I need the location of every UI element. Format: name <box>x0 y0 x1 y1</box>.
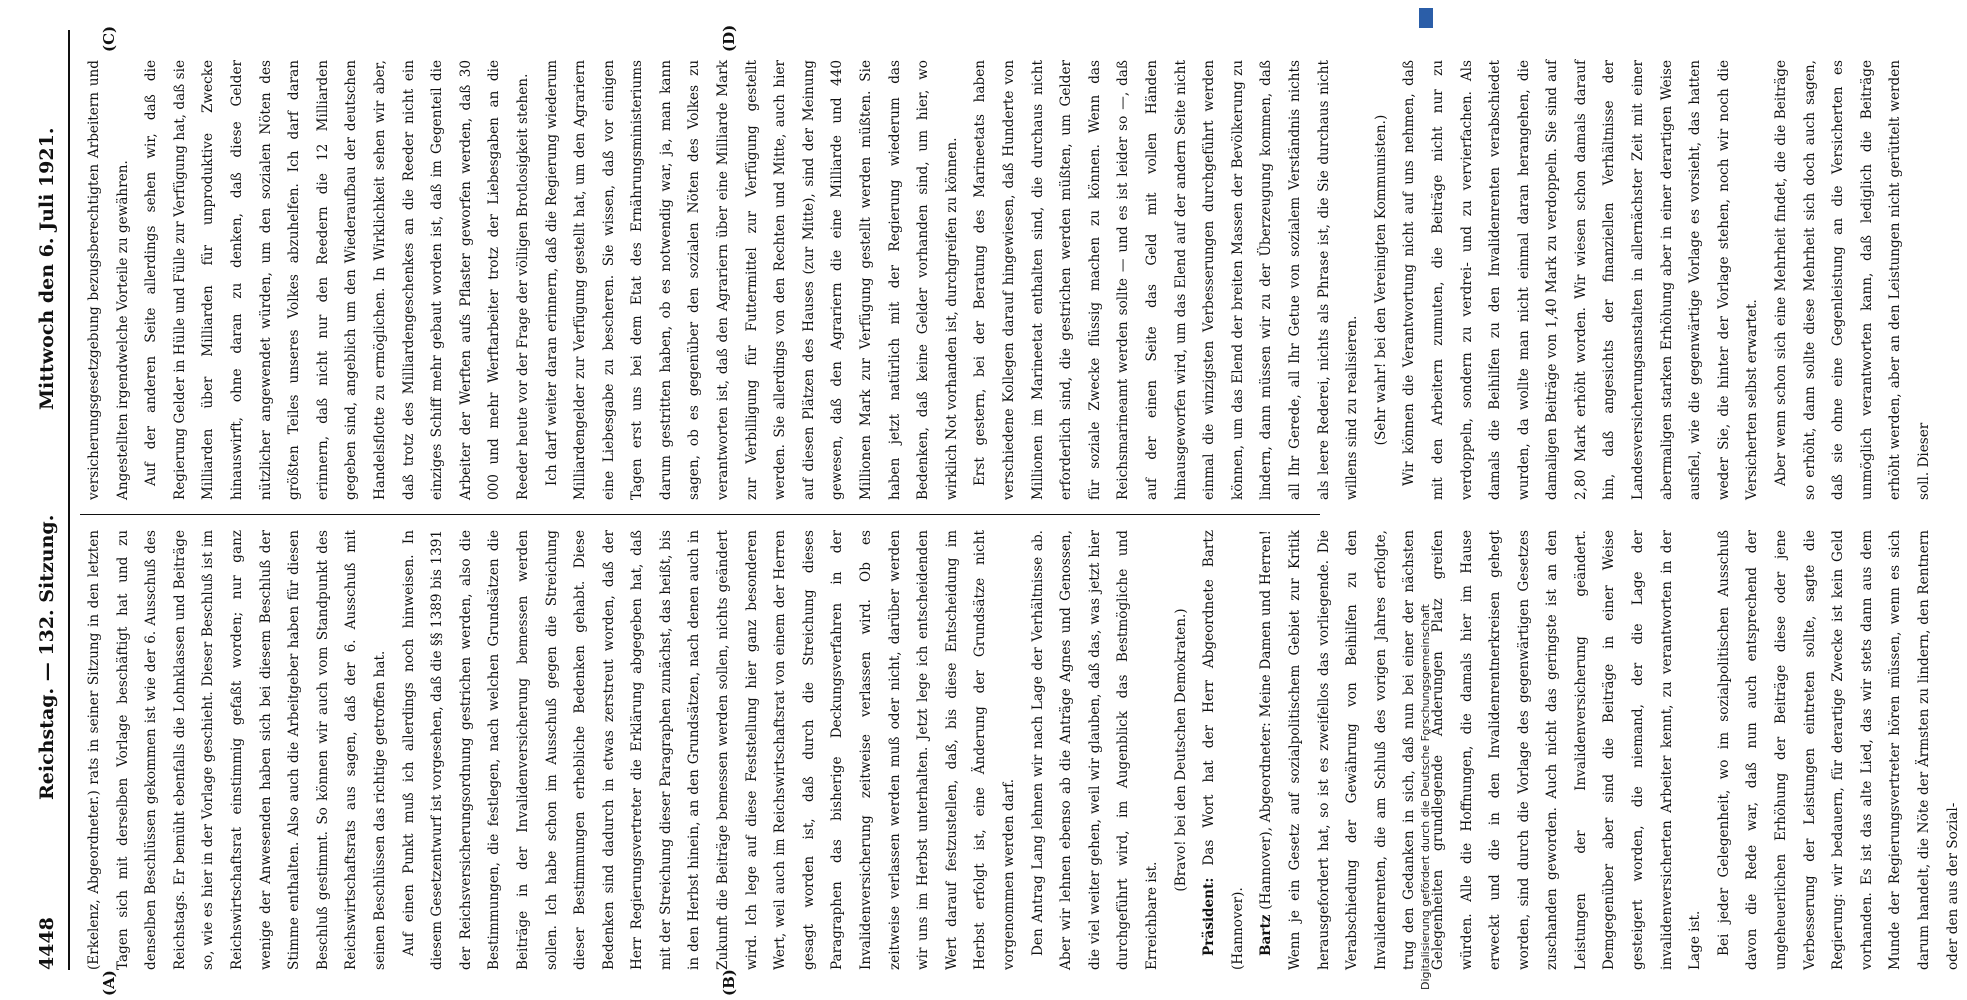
digitization-credit: Digitalisierung gefördert durch die Deutsche Forschungsgemeinschaft <box>1419 604 1432 990</box>
session-title: Reichstag. — 132. Sitzung. <box>36 514 58 800</box>
header-rule <box>68 30 70 970</box>
paragraph: (Hannover), Abgeordneter: Meine Damen und Herren! Wenn je ein Gesetz auf sozialpolitischem Gebiet zur Kritik herausgefordert hat, so ist es zweifellos das vorliegende. Die Verabschiedung der Gewährung von Beihilfen zu den Invalidenrenten, die am Schluß des vorigen Jahres erfolgte, trug den Gedanken in sich, daß nun bei einer der nächsten Gelegenheiten grundlegende Änderungen Platz greifen würden. Alle die Hoffnungen, die damals hier im Hause erweckt und die in den Invalidenrentnerkreisen gehegt worden, sind durch die Vorlage des gegenwärtigen Gesetzes zuschanden geworden. Auch nicht das geringste ist an den Leistungen der Invalidenversicherung geändert. Demgegenüber aber sind die Beiträge in einer Weise gesteigert worden, die niemand, der die Lage der invalidenversicherten Arbeiter kennt, zu verantworten in der Lage ist. <box>1258 529 1704 970</box>
session-date: Mittwoch den 6. Juli 1921. <box>36 127 58 410</box>
interjection: (Sehr wahr! bei den Vereinigten Kommunisten.) <box>1372 114 1389 446</box>
margin-marker-a: (A) <box>100 970 118 996</box>
interjection: (Bravo! bei den Deutschen Demokraten.) <box>1172 608 1189 892</box>
paragraph: Ich darf weiter daran erinnern, daß die Regierung wiederum Milliardengelder zur Verfügung gestellt hat, um den Agrariern eine Liebesgabe zu bescheren. Sie wissen, daß vor einigen Tagen erst uns bei dem Etat des Ernährungsministeriums darum gestritten haben, ob es notwendig war, ja, man kann sagen, ob es gegenüber den sozialen Nöten des Volkes zu verantworten ist, daß den Agrariern über eine Milliarde Mark zur Verbilligung für Futtermittel zur Verfügung gestellt werden. Sie allerdings von den Rechten und Mitte, auch hier auf diesen Plätzen des Hauses (zur Mitte), sind der Meinung gewesen, daß den Agrariern die eine Milliarde und 440 Millionen Mark zur Verfügung gestellt werden müßten. Sie haben jetzt natürlich mit der Regierung wiederum das Bedenken, daß keine Gelder vorhanden sind, um hier, wo wirklich Not vorhanden ist, durchgreifen zu können. <box>543 60 960 500</box>
paragraph: (Erkelenz, Abgeordneter.) rats in seiner Sitzung in den letzten Tagen sich mit derselben Vorlage beschäftigt hat und zu denselben Beschlüssen gekommen ist wie der 6. Ausschuß des Reichstags. Er bemüht ebenfalls die Lohnklassen und Beiträge so, wie es hier in der Vorlage geschieht. Dieser Beschluß ist im Reichswirtschaftsrat einstimmig gefaßt worden; nur ganz wenige der Anwesenden haben sich bei diesem Beschluß der Stimme enthalten. Also auch die Arbeitgeber haben für diesen Beschluß gestimmt. So können wir auch vom Standpunkt des Reichswirtschaftsrats aus sagen, daß der 6. Ausschuß mit seinen Beschlüssen das richtige getroffen hat. <box>86 530 388 970</box>
column-rule <box>80 514 1320 515</box>
paragraph: Erst gestern, bei der Beratung des Marineetats haben verschiedene Kollegen darauf hingewiesen, daß Hunderte von Millionen im Marineetat enthalten sind, die durchaus nicht erforderlich sind, die gestrichen werden müßten, um Gelder für soziale Zwecke flüssig machen zu können. Wenn das Reichsmarineamt werden sollte — und es ist leider so —, daß auf der einen Seite das Geld mit vollen Händen hinausgeworfen wird, um das Elend auf der andern Seite nicht einmal die winzigsten Verbesserungen durchgeführt werden können, um das Elend der breiten Massen der Bevölkerung zu lindern, dann müssen wir zu der Überzeugung kommen, daß all Ihr Gerede, all Ihr Getue von sozialem Verständnis nichts als leere Rederei, nichts als Phrase ist, die Sie durchaus nicht willens sind zu realisieren. <box>972 60 1361 500</box>
speaker-name: Bartz <box>1258 914 1275 956</box>
margin-marker-d: (D) <box>720 24 738 52</box>
margin-marker-b: (B) <box>720 969 738 996</box>
paragraph: versicherungsgesetzgebung bezugsberechtigten Arbeitern und Angestellten irgendwelche Vorteile zu gewähren. <box>86 60 131 500</box>
speaker-name: Präsident: <box>1201 877 1218 956</box>
paragraph: Wir können die Verantwortung nicht auf uns nehmen, daß mit den Arbeitern zumuten, die Beiträge nicht nur zu verdoppeln, sondern zu verdrei- und zu vervierfachen. Als damals die Beihilfen zu den Invalidenrenten verabschiedet wurden, da wollte man nicht einmal daran herangehen, die damaligen Beiträge von 1,40 Mark zu verdoppeln. Sie sind auf 2,80 Mark erhöht worden. Wir wiesen schon damals darauf hin, daß angesichts der finanziellen Verhältnisse der Landesversicherungsanstalten in allernächster Zeit mit einer abermaligen starken Erhöhung aber in einer derartigen Weise ausfiel, wie die gegenwärtige Vorlage es vorsieht, das hatten weder Sie, die hinter der Vorlage stehen, noch wir noch die Versicherten selbst erwartet. <box>1401 60 1761 500</box>
running-head <box>34 30 74 970</box>
paragraph: Auf einen Punkt muß ich allerdings noch hinweisen. In diesem Gesetzentwurf ist vorgesehen, daß die §§ 1389 bis 1391 der Reichsversicherungsordnung gestrichen werden, also die Bestimmungen, die festlegen, nach welchen Grundsätzen die Beiträge in der Invalidenversicherung bemessen werden sollen. Ich habe schon im Ausschuß gegen die Streichung dieser Bestimmungen erhebliche Bedenken gehabt. Diese Bedenken sind dadurch in etwas zerstreut worden, daß der Herr Regierungsvertreter die Erklärung abgegeben hat, daß mit der Streichung dieser Paragraphen zunächst, das heißt, bis in den Herbst hinein, an den Grundsätzen, nach denen auch in Zukunft die Beiträge bemessen werden sollen, nichts geändert wird. Ich lege auf diese Feststellung hier ganz besonderen Wert, weil auch im Reichswirtschaftsrat von einem der Herren gesagt worden ist, daß durch die Streichung dieses Paragraphen das bisherige Deckungsverfahren in der Invalidenversicherung zeitweise verlassen wird. Ob es zeitweise verlassen werden muß oder nicht, darüber werden wir uns im Herbst unterhalten. Jetzt lege ich entscheidenden Wert darauf festzustellen, daß, bis diese Entscheidung im Herbst erfolgt ist, eine Änderung der Grundsätze nicht vorgenommen werden darf. <box>400 530 1017 970</box>
margin-marker-c: (C) <box>100 25 118 52</box>
paragraph: Das Wort hat der Herr Abgeordnete Bartz (Hannover). <box>1201 530 1246 970</box>
right-column <box>80 60 1932 500</box>
paragraph: Aber wenn schon sich eine Mehrheit findet, die die Beiträge so erhöht, dann sollte diese Mehrheit sich doch auch sagen, daß sie ohne eine Gegenleistung an die Versicherten es unmöglich verantworten kann, daß lediglich die Beiträge erhöht werden, aber an den Leistungen nicht gerüttelt werden soll. Dieser <box>1773 60 1932 500</box>
paragraph: Auf der anderen Seite allerdings sehen wir, daß die Regierung Gelder in Hülle und Fülle zur Verfügung hat, daß sie Milliarden über Milliarden für unproduktive Zwecke hinauswirft, ohne daran zu denken, daß diese Gelder nützlicher angewendet würden, um den sozialen Nöten des größten Teiles unseres Volkes abzuhelfen. Ich darf daran erinnern, daß nicht nur den Reedern die 12 Milliarden gegeben sind, angeblich um den Wiederaufbau der deutschen Handelsflotte zu ermöglichen. In Wirklichkeit sehen wir aber, daß trotz des Milliardengeschenkes an die Reeder nicht ein einziges Schiff mehr gebaut worden ist, daß im Gegenteil die Arbeiter der Werften aufs Pflaster geworfen werden, daß 30 000 und mehr Werftarbeiter trotz der Liebesgaben an die Reeder heute vor der Frage der völligen Brotlosigkeit stehen. <box>143 60 531 500</box>
paragraph: Bei jeder Gelegenheit, wo im sozialpolitischen Ausschuß davon die Rede war, daß nun auch entsprechend der ungeheuerlichen Erhöhung der Beiträge diese oder jene Verbesserung der Leistungen eintreten sollte, sagte die Regierung: wir bedauern, für derartige Zwecke ist kein Geld vorhanden. Es ist das alte Lied, das wir stets dann aus dem Munde der Regierungsvertreter hören müssen, wenn es sich darum handelt, die Nöte der Ärmsten zu lindern, den Rentnern oder den aus der Sozial- <box>1715 530 1961 970</box>
page-number: 4448 <box>36 917 58 970</box>
paragraph: Den Antrag Lang lehnen wir nach Lage der Verhältnisse ab. Aber wir lehnen ebenso ab die Anträge Agnes und Genossen, die viel weiter gehen, weil wir glauben, daß das, was jetzt hier durchgeführt wird, im Augenblick das Bestmögliche und Erreichbare ist. <box>1029 530 1160 970</box>
